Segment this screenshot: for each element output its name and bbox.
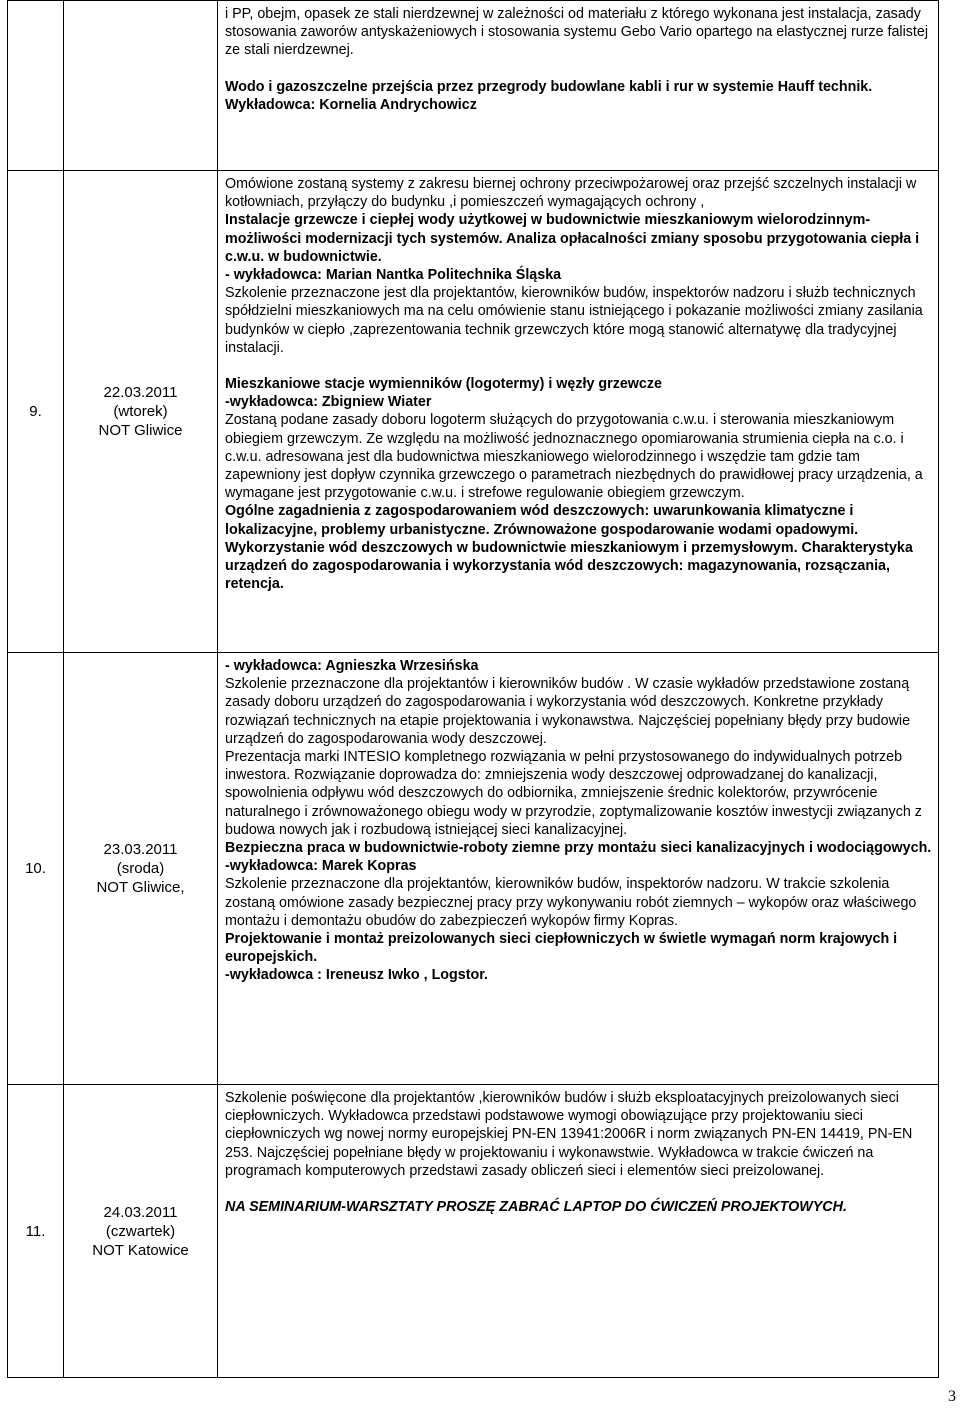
row-number-cell (8, 171, 64, 653)
heading-paragraph: Wodo i gazoszczelne przejścia przez przegrody budowlane kabli i rur w systemie Hauff technik. (225, 78, 873, 95)
description-cell (218, 171, 939, 653)
table-row (8, 653, 939, 1085)
body-paragraph: Szkolenie przeznaczone dla projektantów, kierowników budów, inspektorów nadzoru. W trakcie szkolenia zostaną omówione zasady bezpiecznej pracy przy wykonywaniu robót ziemnych – wykopów oraz właściwego montażu i demontażu obudów do zabezpieczeń wykopów firmy Kopras. (225, 876, 917, 929)
page-number: 3 (948, 1388, 956, 1405)
spacer (225, 1180, 934, 1198)
body-paragraph: Szkolenie przeznaczone jest dla projektantów, kierowników budów, inspektorów nadzoru i służb technicznych spółdzielni mieszkaniowych ma na celu omówienie stanu istniejącego i pokazanie możliwości zmiany zasilania budynków w ciepło ,zaprezentowania technik grzewczych które mogą stanowić alternatywę dla tradycyjnej instalacji. (225, 285, 923, 356)
date-cell (64, 653, 218, 1085)
row-number-cell (8, 1085, 64, 1378)
heading-paragraph: Instalacje grzewcze i ciepłej wody użytkowej w budownictwie mieszkaniowym wielorodzinnym-możliwości modernizacji tych systemów. Analiza opłacalności zmiany sposobu przygotowania ciepła i c.w.u. w budownictwie. (225, 212, 920, 265)
date-line: 23.03.2011 (103, 841, 178, 858)
description-cell (218, 1, 939, 171)
body-paragraph: i PP, obejm, opasek ze stali nierdzewnej w zależności od materiału z którego wykonana jest instalacja, zasady stosowania zaworów antyskażeniowych i stosowania systemu Gebo Vario opartego na elastycznej rurze falistej ze stali nierdzewnej. (225, 6, 929, 59)
body-paragraph: Prezentacja marki INTESIO kompletnego rozwiązania w pełni przystosowanego do indywidualnych potrzeb inwestora. Rozwiązanie doprowadza do: zmniejszenia wody deszczowej odprowadzanej do kanalizacji, spowolnienia odpływu wód deszczowych do odbiornika, zmniejszenie średnic kolektorów, przywrócenie naturalnego i zrównoważonego obiegu wody w przyrodzie, zoptymalizowanie kosztów inwestycji związanych z budowa nowych jak i rozbudową istniejącej sieci kanalizacyjnej. (225, 749, 922, 838)
body-paragraph: Szkolenie przeznaczone dla projektantów i kierowników budów . W czasie wykładów przedstawione zostaną zasady doboru urządzeń do zagospodarowania i wykorzystania wód deszczowych. Konkretne przykłady rozwiązań technicznych na etapie projektowania i wykonawstwa. Najczęściej popełniany błędy przy budowie urządzeń do zagospodarowania wody deszczowej. (225, 676, 911, 747)
description-cell (218, 653, 939, 1085)
row-number-cell (8, 1, 64, 171)
heading-paragraph: Bezpieczna praca w budownictwie-roboty ziemne przy montażu sieci kanalizacyjnych i wodociągowych. (225, 840, 932, 857)
body-paragraph: Omówione zostaną systemy z zakresu biernej ochrony przeciwpożarowej oraz przejść szczelnych instalacji w kotłowniach, przyłączy do budynku ,i pomieszczeń wymagających ochrony , (225, 176, 917, 211)
row-number: 9. (29, 403, 42, 420)
venue-line: NOT Gliwice, (96, 879, 185, 896)
weekday-line: (wtorek) (113, 403, 168, 420)
row-content (225, 1089, 934, 1216)
heading-paragraph: Wykładowca: Kornelia Andrychowicz (225, 96, 477, 113)
heading-paragraph: - wykładowca: Marian Nantka Politechnika Śląska (225, 267, 562, 284)
row-content (225, 5, 934, 114)
schedule-table (7, 0, 939, 1378)
weekday-line: (czwartek) (105, 1222, 176, 1240)
description-cell (218, 1085, 939, 1378)
date-cell (64, 1, 218, 171)
heading-paragraph: - wykładowca: Agnieszka Wrzesińska (225, 658, 479, 674)
row-number: 10. (25, 860, 46, 877)
heading-paragraph: -wykładowca: Marek Kopras (225, 858, 417, 875)
heading-paragraph: Projektowanie i montaż preizolowanych sieci ciepłowniczych w świetle wymagań norm krajowych i europejskich. (225, 931, 898, 966)
heading-paragraph: -wykładowca: Zbigniew Wiater (225, 394, 432, 411)
row-content (225, 175, 934, 593)
spacer (225, 357, 934, 375)
body-paragraph: Szkolenie poświęcone dla projektantów ,kierowników budów i służb eksploatacyjnych preizolowanych sieci ciepłowniczych. Wykładowca przedstawi podstawowe wymogi obowiązujące przy projektowaniu sieci ciepłowniczych wg nowej normy europejskiej PN-EN 13941:2006R i norm związanych PN-EN 14419, PN-EN 253. Najczęściej popełniane błędy w projektowaniu i wykonawstwie. Wykładowca w trakcie ćwiczeń na programach komputerowych przedstawi zasady obliczeń sieci i elementów sieci preizolowanej. (225, 1090, 913, 1179)
table-row (8, 1085, 939, 1378)
table-row (8, 171, 939, 653)
heading-paragraph: Ogólne zagadnienia z zagospodarowaniem wód deszczowych: uwarunkowania klimatyczne i lokalizacyjne, problemy urbanistyczne. Zrównoważone gospodarowanie wodami opadowymi. Wykorzystanie wód deszczowych w budownictwie mieszkaniowym i przemysłowym. Charakterystyka urządzeń do zagospodarowania i wykorzystania wód deszczowych: magazynowania, rozsączania, retencja. (225, 503, 913, 593)
venue-line: NOT Katowice (92, 1241, 189, 1259)
spacer (225, 60, 934, 78)
heading-paragraph: Mieszkaniowe stacje wymienników (logotermy) i węzły grzewcze (225, 376, 662, 393)
row-number-cell (8, 653, 64, 1085)
table-row (8, 1, 939, 171)
venue-line: NOT Gliwice (98, 422, 183, 439)
heading-paragraph: -wykładowca : Ireneusz Iwko , Logstor. (225, 967, 488, 984)
date-cell (64, 1085, 218, 1378)
row-content (225, 657, 934, 985)
row-number: 11. (25, 1222, 46, 1240)
weekday-line: (sroda) (116, 860, 165, 877)
date-line: 24.03.2011 (103, 1203, 178, 1221)
heading-paragraph: NA SEMINARIUM-WARSZTATY PROSZĘ ZABRAĆ LAPTOP DO ĆWICZEŃ PROJEKTOWYCH. (225, 1199, 847, 1216)
date-line: 22.03.2011 (103, 384, 178, 401)
date-cell (64, 171, 218, 653)
body-paragraph: Zostaną podane zasady doboru logoterm służących do przygotowania c.w.u. i sterowania mieszkaniowym obiegiem grzewczym. Ze względu na możliwość jednoznacznego opomiarowania strumienia ciepła na c.o. i c.w.u. adresowana jest dla budownictwa mieszkaniowego wielorodzinnego i wszędzie tam gdzie tam zapewniony jest dopływ czynnika grzewczego o parametrach niezbędnych do prawidłowej pracy urządzenia, a wymagane jest przygotowanie c.w.u. i strefowe regulowanie obiegiem grzewczym. (225, 412, 923, 502)
